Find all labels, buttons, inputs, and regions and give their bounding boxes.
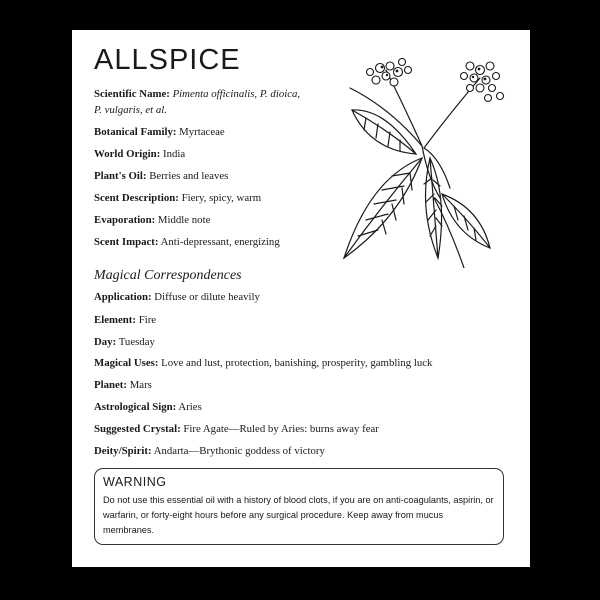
plants-oil-value: Berries and leaves (149, 170, 229, 182)
day-row (94, 336, 155, 348)
scent-impact-row (94, 236, 280, 248)
botanical-family-row (94, 126, 225, 138)
botanical-family-value: Myrtaceae (179, 126, 225, 138)
element-value: Fire (138, 314, 157, 326)
day-value: Tuesday (118, 336, 155, 348)
application-row (94, 291, 260, 303)
evaporation-label: Evaporation: (94, 214, 156, 226)
suggested-crystal-label: Suggested Crystal: (94, 423, 181, 435)
planet-value: Mars (129, 379, 152, 391)
page (72, 30, 530, 567)
planet-row (94, 379, 152, 391)
magical-uses-label: Magical Uses: (94, 357, 159, 369)
element-row (94, 314, 156, 326)
suggested-crystal-value: Fire Agate—Ruled by Aries: burns away fear (183, 423, 379, 435)
warning-box (94, 468, 504, 545)
suggested-crystal-row (94, 423, 379, 435)
magical-correspondences-heading: Magical Correspondences (94, 268, 242, 283)
scientific-name-value: Pimenta officinalis, P. dioica, (172, 88, 301, 100)
scent-description-row (94, 192, 261, 204)
botanical-family-label: Botanical Family: (94, 126, 177, 138)
element-label: Element: (94, 314, 136, 326)
world-origin-value: India (163, 148, 186, 160)
plants-oil-label: Plant's Oil: (94, 170, 147, 182)
astrological-sign-value: Aries (178, 401, 202, 413)
scientific-name-label: Scientific Name: (94, 88, 170, 100)
world-origin-row (94, 148, 185, 160)
scientific-name-row-cont (94, 104, 167, 116)
allspice-branch-illustration (330, 58, 510, 268)
scientific-name-row (94, 88, 300, 100)
warning-body: Do not use this essential oil with a history of blood clots, if you are on anti-coagulants, aspirin, or warfarin, or forty-eight hours before any surgical procedure. Keep away from mucus membranes. (103, 495, 494, 535)
warning-title: WARNING (103, 475, 167, 489)
planet-label: Planet: (94, 379, 127, 391)
astrological-sign-label: Astrological Sign: (94, 401, 177, 413)
scientific-name-value-cont: P. vulgaris, et al. (94, 104, 167, 116)
page-title: ALLSPICE (94, 44, 241, 76)
scent-description-label: Scent Description: (94, 192, 179, 204)
evaporation-row (94, 214, 210, 226)
scent-description-value: Fiery, spicy, warm (181, 192, 262, 204)
deity-spirit-row (94, 445, 325, 457)
deity-spirit-label: Deity/Spirit: (94, 445, 152, 457)
day-label: Day: (94, 336, 117, 348)
scent-impact-value: Anti-depressant, energizing (160, 236, 280, 248)
astrological-sign-row (94, 401, 202, 413)
evaporation-value: Middle note (157, 214, 211, 226)
world-origin-label: World Origin: (94, 148, 161, 160)
deity-spirit-value: Andarta—Brythonic goddess of victory (153, 445, 325, 457)
application-value: Diffuse or dilute heavily (154, 291, 260, 303)
magical-uses-value: Love and lust, protection, banishing, prosperity, gambling luck (161, 357, 433, 369)
application-label: Application: (94, 291, 152, 303)
magical-uses-row (94, 357, 432, 369)
plants-oil-row (94, 170, 228, 182)
scent-impact-label: Scent Impact: (94, 236, 159, 248)
